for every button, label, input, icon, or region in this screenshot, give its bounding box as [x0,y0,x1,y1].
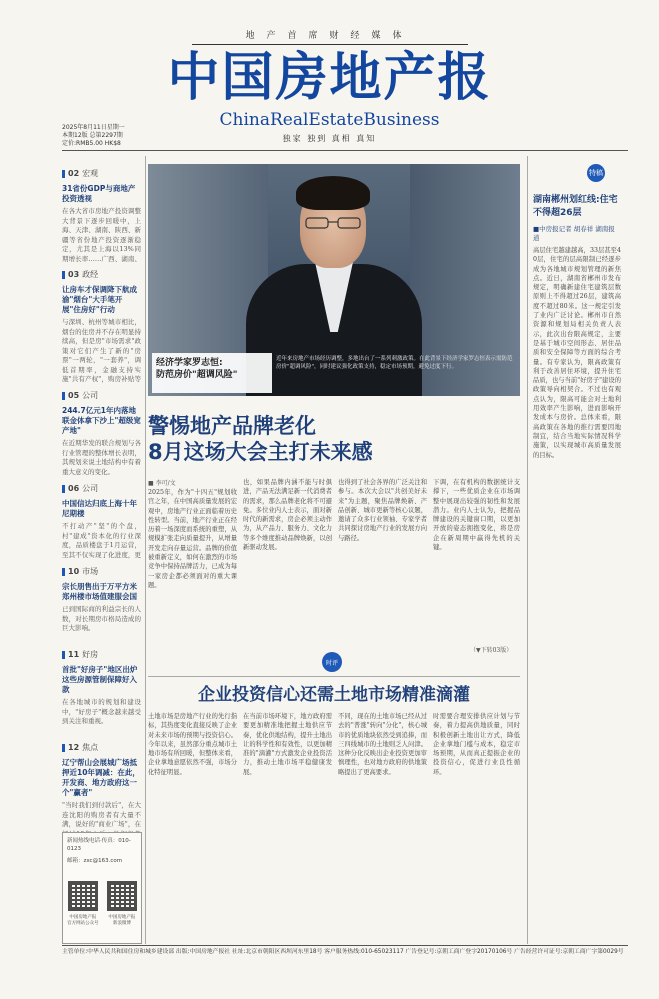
right-byline: ■中房报记者 胡春祥 湖南报道 [533,225,615,242]
index-item-title: 31省份GDP与商地产投资透视 [62,184,136,203]
index-item-text: 在各地城市的规划和建设中，"好房子"概念越来越受到关注和重视。 [62,698,141,725]
photo-caption-text: 近年来房地产市场经历调整，多地出台了一系列刺激政策。在此背景下经济学家罗志恒表示需防范房价"超调风险"，同时建议强化政策支持，稳定市场预期，避免过度下行。 [276,356,513,370]
left-index-column [62,152,141,845]
masthead-title: 中国房地产报 [167,48,492,108]
photo-caption-title-1: 经济学家罗志恒: [156,358,223,368]
index-item-text: 已到国际商的利益宗长的人数，对长期房市格局造成的巨大影响。 [62,605,141,632]
main-byline: ■ 李可/文 [148,480,176,487]
right-headline[interactable]: 湖南郴州划红线:住宅不得超26层 [533,195,618,218]
photo-caption-box [152,353,272,393]
index-item[interactable]: 06 公司 中国信达归底上海十年尼期楼 不打动产"坚"的个盘，村"建成"资本化的行业深度，品质楼盘于1月运营，至其不仅实现了化进度，更 [62,484,141,559]
promo-hotline: 新闻热线电话·传真：010-0123 [67,838,131,852]
section-marker [62,392,65,400]
main-article-col-4: 下调，在有机构的数据统计支撑下，一些优质企业在市场调整中展现出较强的韧性和发展潜力。业内人士认为，把握品牌建设的关键窗口期，以更加开放的姿态拥抱变化，将是房企在新周期中赢得先机的关键。 [433,479,520,552]
section-marker [62,485,65,493]
section-marker [62,651,65,659]
special-tag: 特稿 [587,164,605,182]
qr-label: 中国房地产报 官方网站公众号 [67,915,99,926]
main-headline-1[interactable]: 警惕地产品牌老化 [148,414,316,438]
footer-divider [62,945,628,946]
index-item[interactable]: 05 公司 244.7亿元1年内落地联金体拿下沙上"超级宽产地" 在近期华发的联合规划与各行业管理的整体增长表明，其规划来说土地结构中有着重大意义的变化。 [62,391,141,476]
masthead-motto: 独家 独到 真相 真知 [282,134,377,143]
right-article-text: 高层住宅越建越高，33层甚至40层，住宅的层高限制已经逐步成为各地城市规划管理的新焦点。近日，湖南省郴州市发布规定，明确新建住宅建筑层数原则上不得超过26层，建筑高度不超过80米。这一规定引发了业内广泛讨论。郴州市自然资源和规划局相关负责人表示，此次出台限高规定，主要是基于城市空间形态、居住品质和安全保障等方面的综合考量。有专家认为，限高政策有利于改善居住环境，提升住宅品质，也与当前"好房子"建设的政策导向相契合。不过也有观点认为，限高可能会对土地利用效率产生影响，进而影响开发成本与房价。总体来看，限高政策在各地的推行需要因地制宜，结合当地实际情况科学施策，以实现城市高质量发展的目标。 [533,247,621,459]
section-marker [62,271,65,279]
photo-caption-title-2: 防范房价"超调风险" [156,370,238,380]
glasses-icon [304,216,362,230]
index-item-text: "当时我们到付款后"，在大连沈阳的购房者有大量不满，说好的"商业广场"，在 [62,801,141,828]
index-item[interactable]: 11 好房 首批"好房子"地区出炉这些房源管制保障好入款 在各地城市的规划和建设中，"好房子"概念越来越受到关注和重视。 [62,649,141,736]
right-feature-column [533,164,621,956]
qr-code-icon[interactable] [107,881,137,911]
issue-price: 定价:RMB5.00 HK$8 [62,140,121,147]
index-item[interactable]: 03 政经 让房车才保调降下航成渝"烟台"大手笔开展"住房好"行动 与深圳、杭州等城市相比，烟台的住房并不存在明显持续高，但是房"市场需求"政策对它们产生了新的"房票"一两轮，"一套养"，调低首期率，金融支持实施"共有产权"，购房补贴等 [62,270,141,383]
index-item[interactable]: 12 焦点 辽宁帮山会展城广场抵押近10年调减：在此，开发商、地方政府这一个"赢者" "当时我们到付款后"，在大连沈阳的购房者有大量不满，说好的"商业广场"，在 [62,742,141,839]
column-divider [527,156,528,944]
index-item-text: 在近期华发的联合规划与各行业管理的整体增长表明，其规划来说土地结构中有着重大意义的变化。 [62,439,141,476]
person-hair [296,176,370,210]
second-article-col-3: 不同，现在的土地市场已经从过去的"普涨"转向"分化"，核心城市的优质地块依然受到追捧，而三四线城市的土地则乏人问津。这种分化反映出企业投资更加审慎理性，也对地方政府的供地策略提出了更高要求。 [338,713,427,776]
qr-label: 中国房地产报 新浪微博 [108,915,136,926]
main-article-col-2: 也，如果品牌内涵不能与时俱进，产品无法满足新一代消费者的需求，那么品牌老化将不可避免。多位业内人士表示，面对新时代的新需求，房企必须主动作为，从产品力、服务力、文化力等多个维度推动品牌焕新，以创新驱动发展。 [243,479,332,552]
column-divider [145,156,146,944]
masthead-divider [62,150,628,151]
index-item-text: 与深圳、杭州等城市相比，烟台的住房并不存在明显持续高，但是房"市场需求"政策对它们产生了新的"房票"一两轮，"一套养"，调低首期率，金融支持实施"共有产权"，购房补贴等 [62,318,141,383]
section-marker [62,744,65,752]
index-item-title: 244.7亿元1年内落地联金体拿下沙上"超级宽产地" [62,406,141,435]
second-article-col-4: 时需要合理安排供应计划与节奏，着力提高供地质量，同时积极创新土地出让方式，降低企业拿地门槛与成本，稳定市场预期，从而真正提振企业的投资信心，促进行业良性循环。 [433,713,520,776]
main-headline-2[interactable]: 8月这场大会主打未来感 [148,440,373,464]
index-item[interactable]: 10 市场 宗长朋售出于万平方米郑州楼市场值建服会国 已到国际商的利益宗长的人数，对长期房市格局造成的巨大影响。 [62,566,141,643]
section-marker [62,170,65,178]
index-item-title: 辽宁帮山会展城广场抵押近10年调减：在此，开发商、地方政府这一个"赢者" [62,758,140,797]
continued-note[interactable]: （▼下转03版） [470,647,513,654]
index-item-title: 中国信达归底上海十年尼期楼 [62,499,137,518]
qr-code-icon[interactable] [68,881,98,911]
section-divider [148,676,520,677]
second-article-col-2: 在当前市场环境下，地方政府需要更加精准地把握土地供应节奏，优化供地结构，提升土地出让的科学性和有效性，以更加精准的"滴灌"方式激发企业投资活力，推动土地市场平稳健康发展。 [243,713,332,776]
promo-email: 邮箱：zxc@163.com [67,858,123,864]
index-item-text: 在各大省市房地产投资调整大背景下逐步回暖中，上海、天津、湖南、陕西、新疆等省份地产投资逐渐稳定，尤其是上海以13%同期增长率……广西、湖南、 [62,207,141,263]
contact-promo-box [62,832,142,944]
masthead-tagline: 地产首席财经媒体 [245,31,414,41]
second-headline[interactable]: 企业投资信心还需土地市场精准滴灌 [198,685,470,705]
index-item-title: 让房车才保调降下航成渝"烟台"大手笔开展"住房好"行动 [62,285,137,314]
commentary-tag: 时评 [322,652,342,672]
index-item-title: 宗长朋售出于万平方米郑州楼市场值建服会国 [62,582,137,601]
section-marker [62,568,65,576]
index-item[interactable]: 02 宏观 31省份GDP与商地产投资透视 在各大省市房地产投资调整大背景下逐步回暖中，上海、天津、湖南、陕西、新疆等省份地产投资逐渐稳定，尤其是上海以13%同期增长率……广西、湖南、 [62,169,141,263]
main-article-col-3: 也得到了社会各界的广泛关注和参与。本次大会以"共创美好未来"为主题，聚焦品牌焕新、产品创新、城市更新等核心议题，邀请了众多行业领袖、专家学者共同探讨房地产行业的发展方向与路径。 [338,479,427,542]
masthead-rule [192,44,468,45]
issue-number: 本期12版 总第2297期 [62,132,123,139]
second-article-col-1: 土地市场是房地产行业的先行指标，其热度变化直接反映了企业对未来市场的预期与投资信心。今年以来，虽然部分重点城市土地市场有所回暖，但整体来看，企业拿地意愿依然不强，市场分化特征明显。 [148,713,237,776]
footer-info: 主管单位:中华人民共和国住房和城乡建设部 出版:中国房地产报社 社址:北京市朝阳区西坝河东里18号 客户服务热线:010-65023117 广告登记号:京朝工商广登字20170106号 广告经营许可证号:京朝工商广字第0029号 [62,949,624,955]
index-item-text: 不打动产"坚"的个盘，村"建成"资本化的行业深度，品质楼盘于1月运营，至其不仅实现了化进度，更 [62,522,141,559]
main-article-col-1: 2025年，作为"十四五"规划收官之年，在中国高质量发展的宏观中，房地产行业正面临着历史性转型。当前，地产行业正在经历着一场深度而系统的重塑，从规模扩张走向质量提升，从增量开发走向存量运营。品牌的价值被重新定义，如何在激烈的市场竞争中保持品牌活力，已成为每一家房企都必须面对的重大课题。 [148,489,237,589]
index-item-title: 首批"好房子"地区出炉这些房源管制保障好入款 [62,665,138,694]
issue-date: 2025年8月11日星期一 [62,124,125,131]
masthead-english: ChinaRealEstateBusiness [219,110,440,130]
